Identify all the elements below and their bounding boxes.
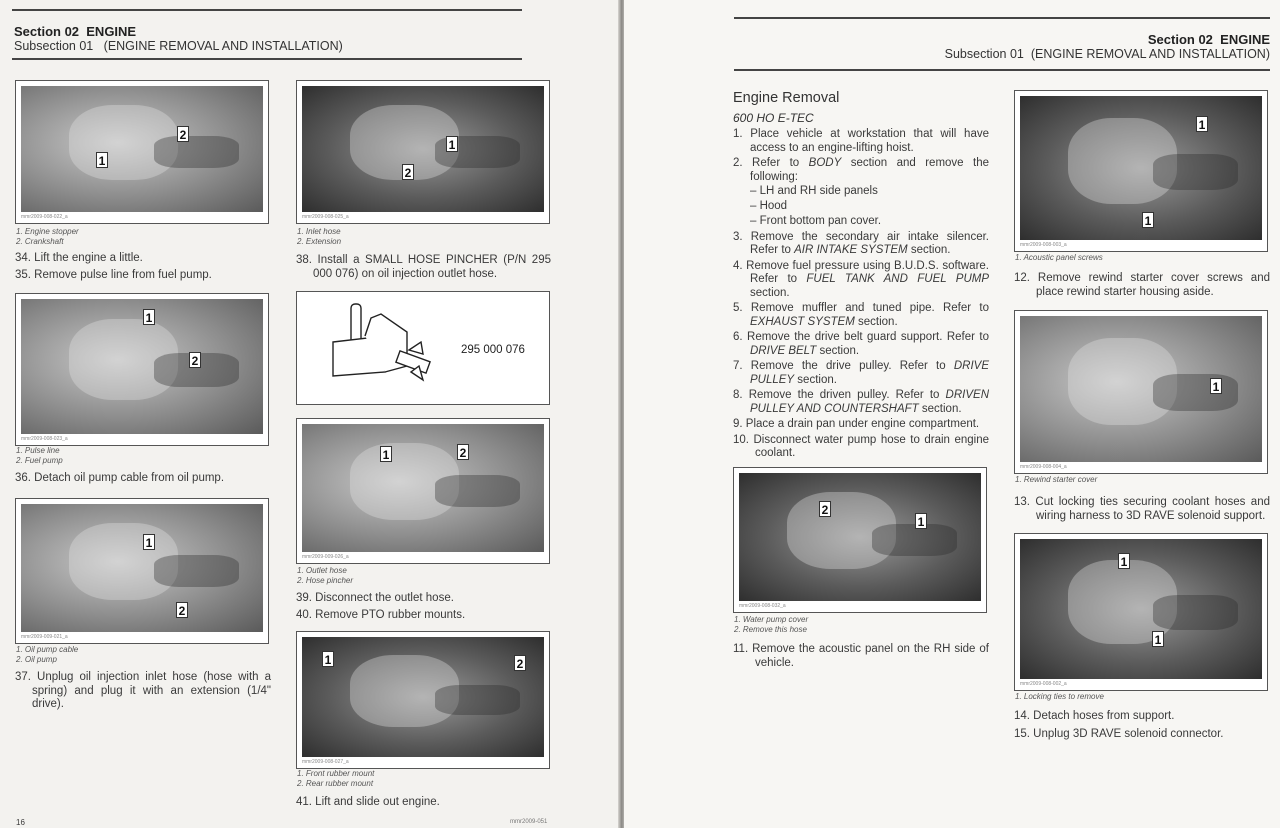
tool-part-number: 295 000 076 bbox=[461, 344, 525, 356]
section-name: ENGINE bbox=[86, 24, 137, 39]
cross-reference: DRIVE BELT bbox=[750, 344, 817, 357]
callout: 1 bbox=[446, 136, 458, 152]
step-4 bbox=[733, 260, 989, 301]
step-8 bbox=[733, 389, 989, 416]
figure-id: mmr2009-009-026_a bbox=[302, 554, 349, 560]
step-text: 9. Place a drain pan under engine compartment. bbox=[733, 418, 980, 430]
caption-line: 2. Oil pump bbox=[16, 655, 57, 664]
callout: 1 bbox=[1196, 116, 1208, 132]
subsection-title bbox=[945, 47, 1270, 61]
caption-line: 2. Crankshaft bbox=[16, 237, 64, 246]
hose-pincher-icon bbox=[325, 294, 445, 406]
sub-item: – Hood bbox=[750, 200, 788, 212]
engine-photo bbox=[21, 504, 263, 632]
step-text: section. bbox=[750, 286, 790, 299]
callout: 2 bbox=[176, 602, 188, 618]
step-36: 36. Detach oil pump cable from oil pump. bbox=[15, 472, 225, 484]
figure-id: mmr2009-008-022_a bbox=[21, 214, 68, 220]
engine-photo bbox=[1020, 96, 1262, 240]
engine-photo bbox=[302, 86, 544, 212]
step-text: 10. Disconnect water pump hose to drain engine coolant. bbox=[733, 433, 989, 459]
step-text: 3. Remove the secondary air intake silencer. Refer to bbox=[733, 230, 989, 256]
step-40: 40. Remove PTO rubber mounts. bbox=[296, 609, 466, 621]
figure-rubber-mounts bbox=[296, 631, 550, 769]
caption-line: 1. Engine stopper bbox=[16, 227, 79, 236]
figure-hose-pincher-tool bbox=[296, 291, 550, 405]
step-7 bbox=[733, 360, 989, 387]
step-text: section. bbox=[854, 315, 898, 328]
callout: 1 bbox=[915, 513, 927, 529]
step-39: 39. Disconnect the outlet hose. bbox=[296, 592, 454, 604]
caption-line: 1. Pulse line bbox=[16, 446, 60, 455]
step-13: 13. Cut locking ties securing coolant hoses and wiring harness to 3D RAVE solenoid support. bbox=[1014, 496, 1270, 522]
engine-photo bbox=[739, 473, 981, 601]
section-name: ENGINE bbox=[1220, 32, 1270, 47]
callout: 1 bbox=[1142, 212, 1154, 228]
figure-id: mmr2009-008-004_a bbox=[1020, 464, 1067, 470]
step-6 bbox=[733, 331, 989, 358]
figure-id: mmr2009-008-002_a bbox=[1020, 681, 1067, 687]
callout: 2 bbox=[177, 126, 189, 142]
step-11: 11. Remove the acoustic panel on the RH side of vehicle. bbox=[733, 643, 989, 669]
step-5 bbox=[733, 302, 989, 329]
figure-fuel-pump bbox=[15, 293, 269, 446]
callout: 1 bbox=[143, 309, 155, 325]
caption-line: 2. Extension bbox=[297, 237, 342, 246]
figure-caption bbox=[297, 566, 353, 586]
figure-water-pump bbox=[733, 467, 987, 613]
step-15: 15. Unplug 3D RAVE solenoid connector. bbox=[1014, 728, 1224, 740]
figure-caption bbox=[297, 769, 374, 789]
sub-item: – Front bottom pan cover. bbox=[750, 215, 882, 227]
step-34: 34. Lift the engine a little. bbox=[15, 252, 143, 264]
caption-line: 2. Hose pincher bbox=[297, 576, 354, 585]
step-37: 37. Unplug oil injection inlet hose (hose with a spring) and plug it with an extension (1/4" drive). bbox=[15, 671, 271, 710]
engine-photo bbox=[21, 299, 263, 434]
figure-caption bbox=[734, 615, 808, 635]
model-subheading: 600 HO E-TEC bbox=[733, 111, 814, 125]
step-35: 35. Remove pulse line from fuel pump. bbox=[15, 269, 212, 281]
callout: 2 bbox=[514, 655, 526, 671]
engine-photo bbox=[1020, 316, 1262, 462]
figure-caption bbox=[16, 645, 78, 665]
callout: 1 bbox=[380, 446, 392, 462]
caption-line: 2. Fuel pump bbox=[16, 456, 63, 465]
figure-rewind-starter bbox=[1014, 310, 1268, 474]
figure-id: mmr2009-008-032_a bbox=[739, 603, 786, 609]
callout: 2 bbox=[819, 501, 831, 517]
callout: 1 bbox=[1152, 631, 1164, 647]
figure-id: mmr2009-008-023_a bbox=[21, 436, 68, 442]
figure-locking-ties bbox=[1014, 533, 1268, 691]
engine-photo bbox=[302, 637, 544, 757]
step-14: 14. Detach hoses from support. bbox=[1014, 710, 1175, 722]
figure-id: mmr2009-008-003_a bbox=[1020, 242, 1067, 248]
step-2 bbox=[733, 157, 989, 184]
step-text: 1. Place vehicle at workstation that will have access to an engine-lifting hoist. bbox=[733, 128, 989, 154]
header-rule bbox=[734, 69, 1270, 71]
callout: 1 bbox=[322, 651, 334, 667]
callout: 2 bbox=[402, 164, 414, 180]
step-9 bbox=[733, 418, 989, 432]
sub-item: – LH and RH side panels bbox=[750, 185, 878, 197]
engine-photo bbox=[1020, 539, 1262, 679]
step-38: 38. Install a SMALL HOSE PINCHER (P/N 295 000 076) on oil injection outlet hose. bbox=[296, 254, 551, 280]
step-12: 12. Remove rewind starter cover screws and place rewind starter housing aside. bbox=[1014, 272, 1270, 298]
section-title bbox=[1148, 32, 1270, 47]
caption-line: 1. Water pump cover bbox=[734, 615, 809, 624]
cross-reference: FUEL TANK AND FUEL PUMP bbox=[806, 273, 989, 285]
page-number: 16 bbox=[16, 818, 25, 827]
subsection-number: Subsection 01 bbox=[14, 39, 94, 53]
step-10 bbox=[733, 434, 989, 461]
step-1 bbox=[733, 128, 989, 155]
subsection-title bbox=[14, 39, 343, 53]
figure-outlet-hose bbox=[296, 418, 550, 564]
step-3 bbox=[733, 231, 989, 258]
step-text: section and remove the following: bbox=[750, 157, 989, 183]
figure-engine-stopper bbox=[15, 80, 269, 224]
figure-inlet-hose bbox=[296, 80, 550, 224]
header-rule bbox=[734, 17, 1270, 19]
caption-line: 1. Inlet hose bbox=[297, 227, 341, 236]
callout: 1 bbox=[1210, 378, 1222, 394]
figure-id: mmr2009-008-027_a bbox=[302, 759, 349, 765]
callout: 1 bbox=[143, 534, 155, 550]
caption-line: 2. Rear rubber mount bbox=[297, 779, 374, 788]
figure-id: mmr2009-008-025_a bbox=[302, 214, 349, 220]
step-text: 4. Remove fuel pressure using B.U.D.S. software. Refer to bbox=[733, 259, 989, 285]
figure-caption bbox=[16, 227, 79, 247]
figure-caption: 1. Rewind starter cover bbox=[1015, 475, 1098, 484]
section-title bbox=[14, 24, 136, 39]
figure-acoustic-panel bbox=[1014, 90, 1268, 252]
step-text: 6. Remove the drive belt guard support. Refer to bbox=[733, 331, 989, 343]
step-text: section. bbox=[816, 344, 860, 357]
left-page bbox=[0, 0, 620, 828]
figure-id: mmr2009-009-021_a bbox=[21, 634, 68, 640]
callout: 1 bbox=[1118, 553, 1130, 569]
cross-reference: EXHAUST SYSTEM bbox=[750, 315, 855, 328]
subsection-number: Subsection 01 bbox=[944, 47, 1024, 61]
section-number: Section 02 bbox=[1147, 32, 1213, 47]
caption-line: 2. Remove this hose bbox=[734, 625, 807, 634]
section-number: Section 02 bbox=[14, 24, 80, 39]
step-text: 7. Remove the drive pulley. Refer to bbox=[733, 360, 954, 372]
figure-caption: 1. Acoustic panel screws bbox=[1015, 253, 1103, 262]
engine-photo bbox=[21, 86, 263, 212]
right-page bbox=[624, 0, 1280, 828]
step-text: section. bbox=[918, 402, 962, 415]
header-rule bbox=[12, 9, 522, 11]
figure-caption: 1. Locking ties to remove bbox=[1015, 692, 1104, 701]
subsection-name: (ENGINE REMOVAL AND INSTALLATION) bbox=[1030, 47, 1270, 61]
cross-reference: DRIVEN PULLEY AND COUNTERSHAFT bbox=[750, 389, 989, 415]
callout: 2 bbox=[457, 444, 469, 460]
header-rule bbox=[12, 58, 522, 60]
callout: 2 bbox=[189, 352, 201, 368]
step-41: 41. Lift and slide out engine. bbox=[296, 796, 440, 808]
cross-reference: AIR INTAKE SYSTEM bbox=[794, 244, 908, 256]
figure-caption bbox=[297, 227, 341, 247]
callout: 1 bbox=[96, 152, 108, 168]
step-text: section. bbox=[907, 244, 951, 256]
engine-photo bbox=[302, 424, 544, 552]
caption-line: 1. Outlet hose bbox=[297, 566, 347, 575]
step-text: 2. Refer to bbox=[733, 157, 809, 169]
cross-reference: DRIVE PULLEY bbox=[750, 360, 989, 386]
document-code: mmr2009-051 bbox=[510, 819, 548, 825]
figure-oil-pump bbox=[15, 498, 269, 644]
cross-reference: BODY bbox=[808, 157, 842, 169]
caption-line: 1. Front rubber mount bbox=[297, 769, 375, 778]
step-text: 5. Remove muffler and tuned pipe. Refer to bbox=[733, 302, 989, 314]
step-text: 8. Remove the driven pulley. Refer to bbox=[733, 389, 946, 401]
step-text: section. bbox=[794, 373, 837, 386]
section-heading: Engine Removal bbox=[733, 90, 840, 106]
caption-line: 1. Oil pump cable bbox=[16, 645, 79, 654]
subsection-name: (ENGINE REMOVAL AND INSTALLATION) bbox=[103, 39, 343, 53]
steps-list bbox=[733, 128, 989, 461]
figure-caption bbox=[16, 446, 63, 466]
